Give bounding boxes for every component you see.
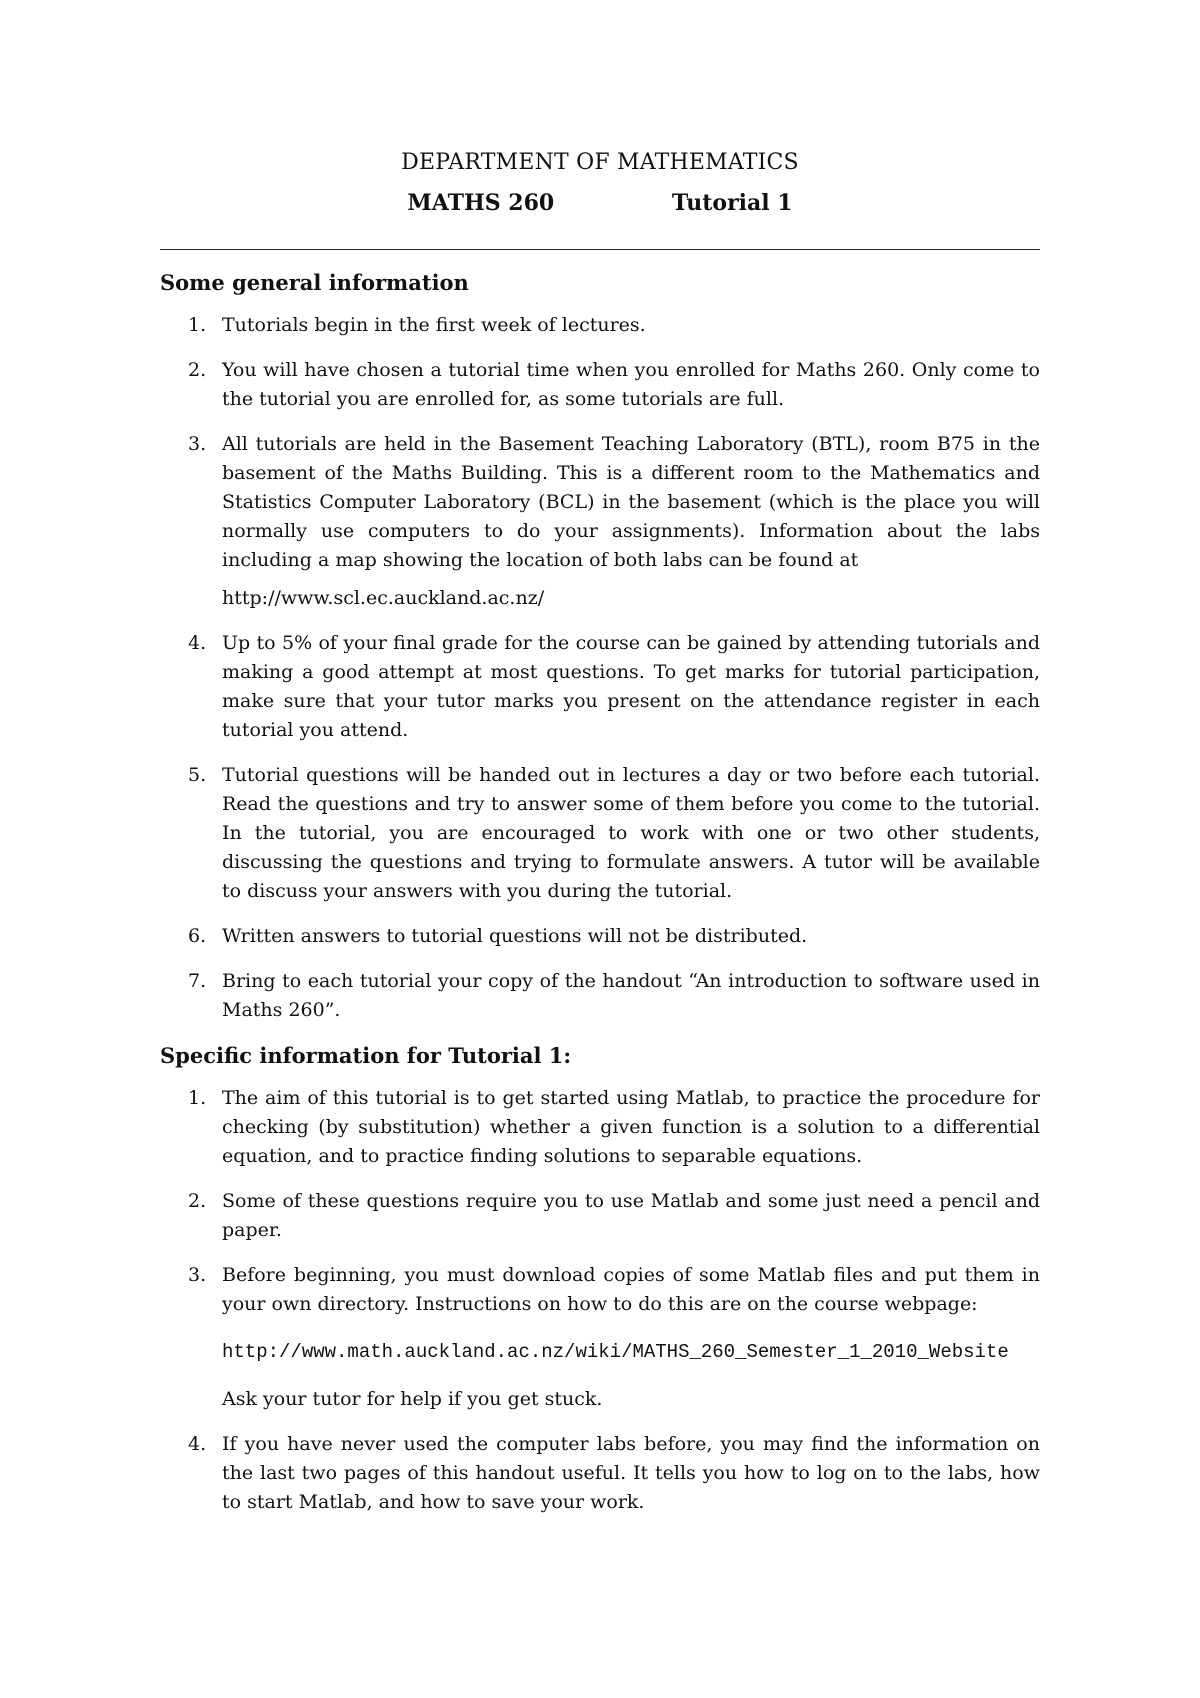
list-item: [160, 922, 1040, 951]
list-number: 4.: [188, 1433, 207, 1455]
list-number: 1.: [188, 1087, 207, 1109]
list-item: [160, 311, 1040, 340]
list-item-text: The aim of this tutorial is to get started using Matlab, to practice the procedure for checking (by substitution) whether a given function is a solution to a differential equation, and to practice finding solutions to separable equations.: [222, 1087, 1040, 1167]
list-item-text: Bring to each tutorial your copy of the handout “An introduction to software used in Maths 260”.: [222, 970, 1040, 1021]
specific-info-heading: Specific information for Tutorial 1:: [160, 1043, 572, 1068]
list-number: 2.: [188, 1190, 207, 1212]
list-item: [160, 967, 1040, 1025]
list-number: 2.: [188, 359, 207, 381]
list-item-text: All tutorials are held in the Basement Teaching Laboratory (BTL), room B75 in the basement of the Maths Building. This is a different room to the Mathematics and Statistics Computer Laboratory (BCL) in the basement (which is the place you will normally use computers to do your assignments). Information about the labs including a map showing the location of both labs can be found at: [222, 433, 1040, 571]
document-header: [160, 148, 1040, 218]
course-code: MATHS 260: [407, 190, 555, 216]
list-number: 1.: [188, 314, 207, 336]
course-webpage-url[interactable]: http://www.math.auckland.ac.nz/wiki/MATHS_260_Semester_1_2010_Website: [222, 1341, 1009, 1363]
list-item-text: If you have never used the computer labs before, you may find the information on the last two pages of this handout useful. It tells you how to log on to the labs, how to start Matlab, and how to save your work.: [222, 1433, 1040, 1513]
list-item: [160, 629, 1040, 745]
specific-info-list: [160, 1084, 1040, 1517]
list-item: [160, 1430, 1040, 1517]
help-note: Ask your tutor for help if you get stuck.: [222, 1388, 603, 1410]
list-item: [160, 430, 1040, 613]
list-number: 4.: [188, 632, 207, 654]
list-number: 5.: [188, 764, 207, 786]
document-body: [160, 268, 1040, 1533]
list-item: [160, 1084, 1040, 1171]
list-item-text: Some of these questions require you to use Matlab and some just need a pencil and paper.: [222, 1190, 1040, 1241]
list-number: 3.: [188, 433, 207, 455]
department-title: DEPARTMENT OF MATHEMATICS: [401, 150, 799, 175]
general-info-list: [160, 311, 1040, 1025]
list-item-text: Up to 5% of your final grade for the course can be gained by attending tutorials and making a good attempt at most questions. To get marks for tutorial participation, make sure that your tutor marks you present on the attendance register in each tutorial you attend.: [222, 632, 1040, 741]
general-info-heading: Some general information: [160, 270, 469, 295]
list-item: [160, 1261, 1040, 1414]
list-number: 7.: [188, 970, 207, 992]
tutorial-number: Tutorial 1: [671, 190, 793, 216]
list-item-text: Tutorial questions will be handed out in lectures a day or two before each tutorial. Read the questions and try to answer some of them before you come to the tutorial. In the tutorial, you are encouraged to work with one or two other students, discussing the questions and trying to formulate answers. A tutor will be available to discuss your answers with you during the tutorial.: [222, 764, 1040, 902]
list-item-text: Tutorials begin in the first week of lectures.: [222, 314, 646, 336]
course-line: [160, 188, 1040, 218]
list-item: [160, 356, 1040, 414]
list-item-text: Written answers to tutorial questions will not be distributed.: [222, 925, 808, 947]
scl-lab-url[interactable]: http://www.scl.ec.auckland.ac.nz/: [222, 587, 545, 609]
list-number: 6.: [188, 925, 207, 947]
list-item: [160, 761, 1040, 906]
header-divider: [160, 249, 1040, 250]
list-item-text: You will have chosen a tutorial time when you enrolled for Maths 260. Only come to the tutorial you are enrolled for, as some tutorials are full.: [222, 359, 1040, 410]
list-item-text: Before beginning, you must download copies of some Matlab files and put them in your own directory. Instructions on how to do this are on the course webpage:: [222, 1264, 1040, 1315]
list-item: [160, 1187, 1040, 1245]
list-number: 3.: [188, 1264, 207, 1286]
